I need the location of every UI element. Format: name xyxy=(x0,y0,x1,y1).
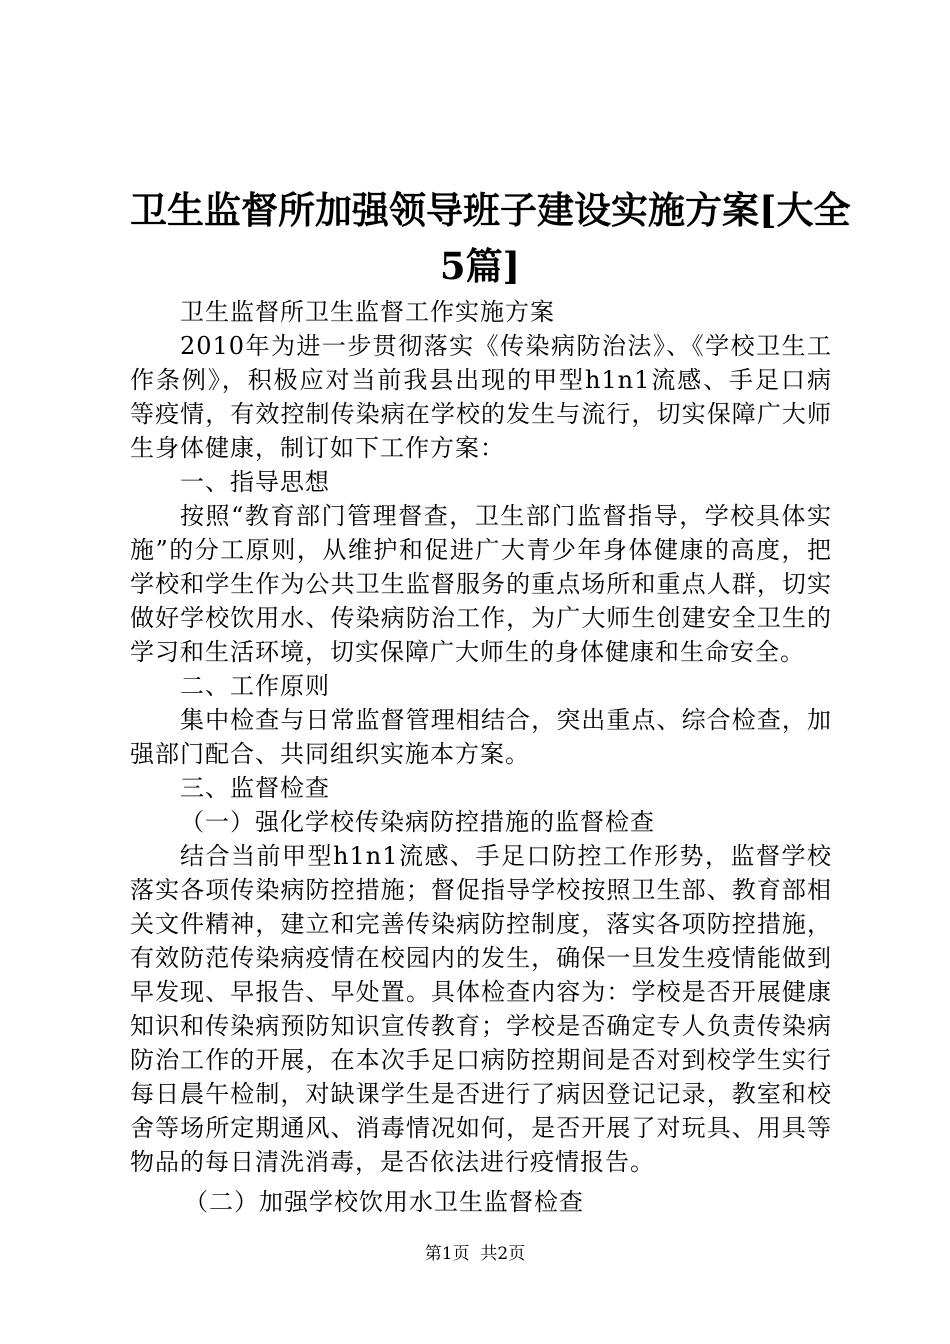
document-title xyxy=(130,182,851,294)
paragraph-disease-control: 结合当前甲型h1n1流感、手足口防控工作形势，监督学校落实各项传染病防控措施；督促指导学校按照卫生部、教育部相关文件精神，建立和完善传染病防控制度，落实各项防控措施，有效防范传染病疫情在校园内的发生，确保一旦发生疫情能做到早发现、早报告、早处置。具体检查内容为：学校是否开展健康知识和传染病预防知识宣传教育；学校是否确定专人负责传染病防治工作的开展，在本次手足口病防控期间是否对到校学生实行每日晨午检制，对缺课学生是否进行了病因登记记录，教室和校舍等场所定期通风、消毒情况如何，是否开展了对玩具、用具等物品的每日清洗消毒，是否依法进行疫情报告。 xyxy=(130,842,832,1176)
title-line-1: 卫生监督所加强领导班子建设实施方案[大全 xyxy=(130,188,851,232)
section-heading-guiding-thought: 一、指导思想 xyxy=(180,468,330,496)
page-footer: 第1页 共2页 xyxy=(424,1244,526,1264)
paragraph-subtitle: 卫生监督所卫生监督工作实施方案 xyxy=(180,298,555,326)
section-heading-work-principle: 二、工作原则 xyxy=(180,672,330,700)
paragraph-work-principle: 集中检查与日常监督管理相结合，突出重点、综合检查，加强部门配合、共同组织实施本方案。 xyxy=(130,706,832,768)
title-line-2: 5篇] xyxy=(439,244,521,288)
section-heading-inspection: 三、监督检查 xyxy=(180,774,330,802)
subsection-heading-drinking-water: （二）加强学校饮用水卫生监督检查 xyxy=(184,1188,584,1216)
subsection-heading-disease-control: （一）强化学校传染病防控措施的监督检查 xyxy=(180,808,655,836)
document-body xyxy=(130,295,832,1219)
paragraph-guiding-thought: 按照“教育部门管理督查，卫生部门监督指导，学校具体实施”的分工原则，从维护和促进广大青少年身体健康的高度，把学校和学生作为公共卫生监督服务的重点场所和重点人群，切实做好学校饮用水、传染病防治工作，为广大师生创建安全卫生的学习和生活环境，切实保障广大师生的身体健康和生命安全。 xyxy=(130,502,832,666)
paragraph-intro: 2010年为进一步贯彻落实《传染病防治法》、《学校卫生工作条例》，积极应对当前我县出现的甲型h1n1流感、手足口病等疫情，有效控制传染病在学校的发生与流行，切实保障广大师生身体健康，制订如下工作方案： xyxy=(130,332,832,462)
